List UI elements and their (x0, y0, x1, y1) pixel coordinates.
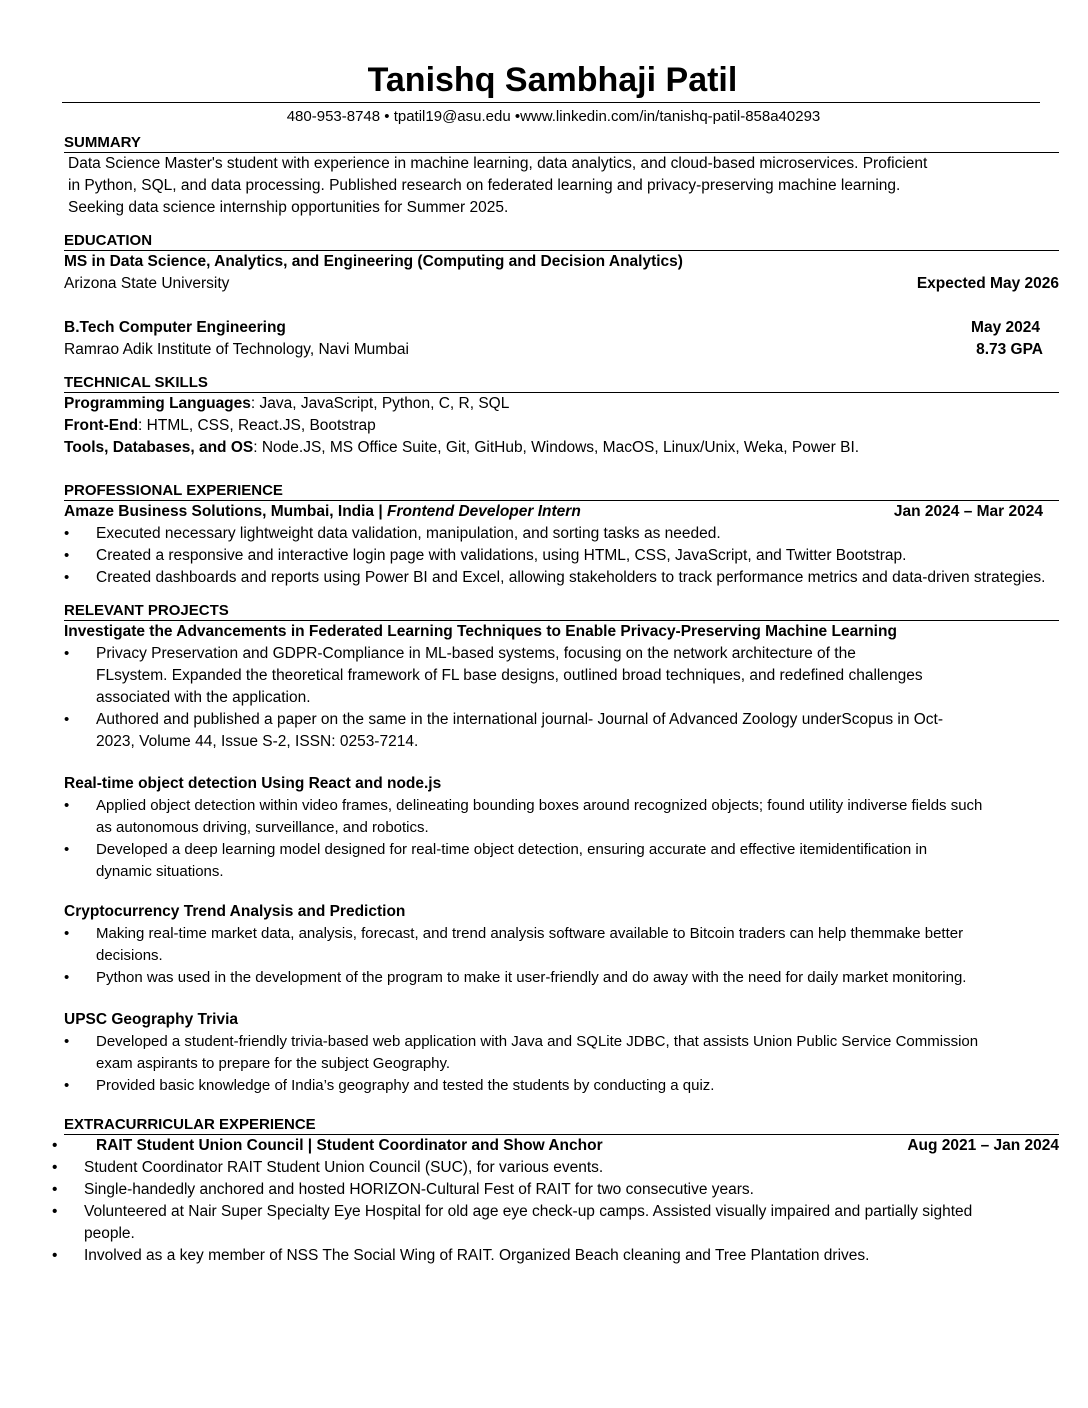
education-school: Ramrao Adik Institute of Technology, Navi Mumbai (64, 341, 409, 358)
list-item: • Volunteered at Nair Super Specialty Eye Hospital for old age eye check-up camps. Assisted visually impaired and partially sighted people. (52, 1201, 1059, 1245)
list-item: • Python was used in the development of the program to make it user-friendly and do away with the need for daily market monitoring. (64, 967, 983, 989)
education-gpa: 8.73 GPA (976, 341, 1043, 358)
list-item: • Involved as a key member of NSS The Social Wing of RAIT. Organized Beach cleaning and Tree Plantation drives. (52, 1245, 1059, 1267)
list-item (52, 1135, 1059, 1157)
contact-line: 480-953-8748 • tpatil19@asu.edu •www.linkedin.com/in/tanishq-patil-858a40293 (286, 108, 821, 125)
list-item: • Executed necessary lightweight data validation, manipulation, and sorting tasks as needed. (64, 523, 1059, 545)
project-bullets (64, 923, 983, 989)
project-title: UPSC Geography Trivia (64, 1011, 238, 1028)
education-row (64, 317, 1040, 339)
summary-text (64, 153, 1043, 219)
skills-label: Programming Languages (64, 395, 251, 412)
project-title: Real-time object detection Using React and node.js (64, 775, 442, 792)
education-heading: EDUCATION (64, 232, 153, 249)
name-divider (62, 102, 1040, 103)
summary-heading: SUMMARY (64, 134, 141, 151)
skills-item (64, 437, 1043, 459)
project-bullets (64, 1031, 983, 1097)
skills-item (64, 415, 1043, 437)
skills-value: : Node.JS, MS Office Suite, Git, GitHub, Windows, MacOS, Linux/Unix, Weka, Power BI. (253, 439, 860, 456)
experience-heading: PROFESSIONAL EXPERIENCE (64, 482, 283, 499)
project-bullets (64, 643, 1015, 753)
extracurricular-heading: EXTRACURRICULAR EXPERIENCE (64, 1116, 316, 1133)
projects-heading: RELEVANT PROJECTS (64, 602, 229, 619)
summary-line: Data Science Master's student with experience in machine learning, data analytics, and cloud-based microservices. Proficient (68, 155, 928, 172)
experience-row (64, 501, 1043, 523)
extracurricular-section (64, 1115, 1059, 1267)
education-section (64, 231, 1059, 361)
list-item: • Applied object detection within video frames, delineating bounding boxes around recognized objects; found utility indiverse fields such as autonomous driving, surveillance, and robotics. (64, 795, 983, 839)
summary-line: in Python, SQL, and data processing. Published research on federated learning and privacy-preserving machine learning. (68, 177, 901, 194)
education-degree: B.Tech Computer Engineering (64, 319, 286, 336)
list-item: • Single-handedly anchored and hosted HORIZON-Cultural Fest of RAIT for two consecutive years. (52, 1179, 1059, 1201)
extracurricular-role: • RAIT Student Union Council | Student Coordinator and Show Anchor (96, 1137, 603, 1154)
project-title: Cryptocurrency Trend Analysis and Prediction (64, 903, 406, 920)
experience-bullets (64, 523, 1059, 589)
skills-heading: TECHNICAL SKILLS (64, 374, 208, 391)
education-row (64, 339, 1043, 361)
list-item: • Provided basic knowledge of India’s geography and tested the students by conducting a quiz. (64, 1075, 983, 1097)
skills-label: Front-End (64, 417, 139, 434)
education-school: Arizona State University (64, 275, 230, 292)
experience-date: Jan 2024 – Mar 2024 (893, 503, 1043, 520)
experience-section (64, 481, 1046, 589)
list-item: • Authored and published a paper on the same in the international journal- Journal of Advanced Zoology underScopus in Oct-2023, Volume 44, Issue S-2, ISSN: 0253-7214. (64, 709, 1015, 753)
skills-label: Tools, Databases, and OS (64, 439, 254, 456)
skills-section (64, 373, 1043, 459)
skills-item (64, 393, 1043, 415)
project-bullets (64, 795, 983, 883)
summary-line: Seeking data science internship opportunities for Summer 2025. (68, 199, 509, 216)
list-item: • Making real-time market data, analysis, forecast, and trend analysis software available to Bitcoin traders can help themmake better decisions. (64, 923, 983, 967)
list-item: • Created a responsive and interactive login page with validations, using HTML, CSS, JavaScript, and Twitter Bootstrap. (64, 545, 1059, 567)
skills-value: : Java, JavaScript, Python, C, R, SQL (250, 395, 510, 412)
experience-role: Frontend Developer Intern (387, 503, 581, 520)
candidate-name: Tanishq Sambhaji Patil (367, 61, 738, 99)
list-item: • Developed a deep learning model designed for real-time object detection, ensuring accurate and effective itemidentification in dynamic situations. (64, 839, 983, 883)
list-item: • Developed a student-friendly trivia-based web application with Java and SQLite JDBC, that assists Union Public Service Commission exam aspirants to prepare for the subject Geography. (64, 1031, 983, 1075)
education-row (64, 273, 1059, 295)
projects-section (64, 601, 1043, 1097)
list-item: • Privacy Preservation and GDPR-Compliance in ML-based systems, focusing on the network architecture of the FLsystem. Expanded the theoretical framework of FL base designs, outlined broad techniques, and redefined challenges associated with the application. (64, 643, 1015, 709)
list-item: • Created dashboards and reports using Power BI and Excel, allowing stakeholders to track performance metrics and data-driven strategies. (64, 567, 1059, 589)
summary-section (64, 133, 1043, 219)
experience-company: Amaze Business Solutions, Mumbai, India | (64, 503, 388, 520)
extracurricular-date: Aug 2021 – Jan 2024 (907, 1137, 1059, 1154)
skills-value: : HTML, CSS, React.JS, Bootstrap (138, 417, 376, 434)
extracurricular-bullets (52, 1135, 1059, 1267)
project-title: Investigate the Advancements in Federated Learning Techniques to Enable Privacy-Preserving Machine Learning (64, 623, 897, 640)
education-date: May 2024 (971, 319, 1040, 336)
education-degree: MS in Data Science, Analytics, and Engineering (Computing and Decision Analytics) (64, 253, 683, 270)
education-date: Expected May 2026 (916, 275, 1059, 292)
list-item: • Student Coordinator RAIT Student Union Council (SUC), for various events. (52, 1157, 1059, 1179)
